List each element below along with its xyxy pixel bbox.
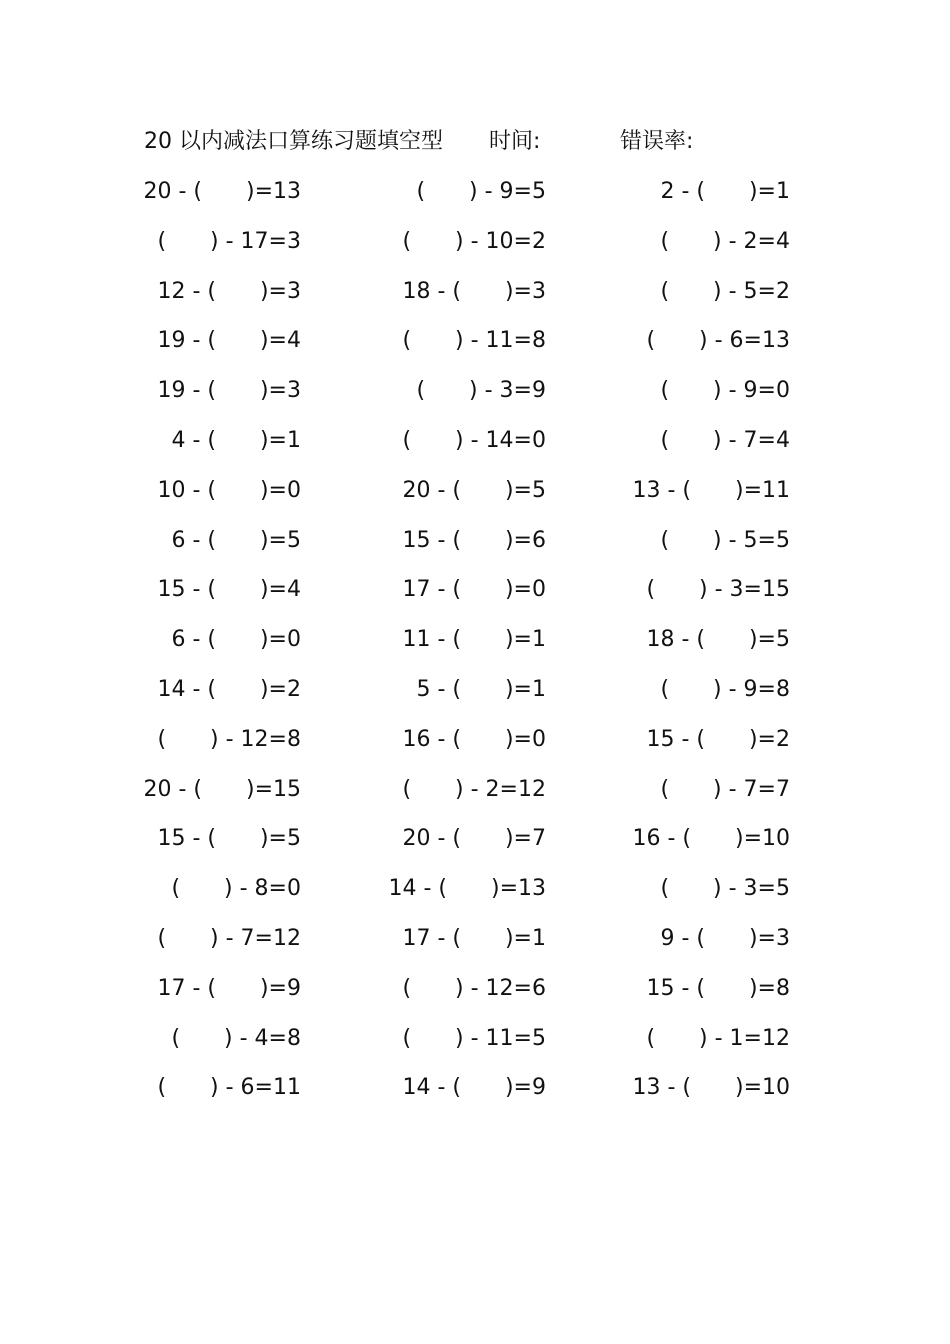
subtraction-problem: ( ) - 11=8 <box>402 328 546 354</box>
subtraction-problem: ( ) - 2=12 <box>402 776 546 802</box>
subtraction-problem: 14 - ( )=9 <box>402 1075 546 1101</box>
subtraction-problem: ( ) - 14=0 <box>402 427 546 453</box>
subtraction-problem: ( ) - 7=12 <box>157 925 301 951</box>
problem-row <box>144 620 804 670</box>
subtraction-problem: ( ) - 7=4 <box>660 427 790 453</box>
subtraction-problem: ( ) - 5=2 <box>660 278 790 304</box>
subtraction-problem: 19 - ( )=3 <box>157 378 301 404</box>
subtraction-problem: 11 - ( )=1 <box>402 627 546 653</box>
subtraction-problem: 4 - ( )=1 <box>171 427 301 453</box>
subtraction-problem: ( ) - 11=5 <box>402 1025 546 1051</box>
subtraction-problem: 15 - ( )=6 <box>402 527 546 553</box>
subtraction-problem: 14 - ( )=2 <box>157 676 301 702</box>
subtraction-problem: 17 - ( )=0 <box>402 577 546 603</box>
subtraction-problem: 10 - ( )=0 <box>157 477 301 503</box>
subtraction-problem: ( ) - 6=11 <box>157 1075 301 1101</box>
subtraction-problem: 15 - ( )=4 <box>157 577 301 603</box>
subtraction-problem: 17 - ( )=9 <box>157 975 301 1001</box>
error-rate-label: 错误率: <box>620 129 694 154</box>
problem-row <box>144 222 804 272</box>
subtraction-problem: ( ) - 6=13 <box>646 328 790 354</box>
problem-row <box>144 321 804 371</box>
problem-row <box>144 670 804 720</box>
worksheet-title: 20 以内减法口算练习题填空型 <box>144 129 443 154</box>
subtraction-problem: 20 - ( )=13 <box>143 179 301 204</box>
problem-row <box>144 770 804 820</box>
subtraction-problem: 15 - ( )=2 <box>646 726 790 752</box>
subtraction-problem: 6 - ( )=5 <box>171 527 301 553</box>
problem-row <box>144 471 804 521</box>
subtraction-problem: 13 - ( )=11 <box>632 477 790 503</box>
time-label: 时间: <box>489 129 541 154</box>
subtraction-problem: 6 - ( )=0 <box>171 627 301 653</box>
subtraction-problem: ( ) - 2=4 <box>660 228 790 254</box>
subtraction-problem: 2 - ( )=1 <box>660 179 790 204</box>
subtraction-problem: 19 - ( )=4 <box>157 328 301 354</box>
subtraction-problem: 20 - ( )=15 <box>143 776 301 802</box>
problem-grid <box>144 172 804 1118</box>
subtraction-problem: ( ) - 12=6 <box>402 975 546 1001</box>
subtraction-problem: 16 - ( )=0 <box>402 726 546 752</box>
subtraction-problem: ( ) - 9=5 <box>416 179 546 204</box>
subtraction-problem: ( ) - 7=7 <box>660 776 790 802</box>
problem-row <box>144 272 804 322</box>
problem-row <box>144 570 804 620</box>
subtraction-problem: ( ) - 17=3 <box>157 228 301 254</box>
subtraction-problem: 17 - ( )=1 <box>402 925 546 951</box>
subtraction-problem: ( ) - 4=8 <box>171 1025 301 1051</box>
problem-row <box>144 421 804 471</box>
problem-row <box>144 969 804 1019</box>
subtraction-problem: 20 - ( )=5 <box>402 477 546 503</box>
subtraction-problem: ( ) - 3=5 <box>660 876 790 902</box>
subtraction-problem: ( ) - 1=12 <box>646 1025 790 1051</box>
subtraction-problem: ( ) - 9=0 <box>660 378 790 404</box>
subtraction-problem: 15 - ( )=8 <box>646 975 790 1001</box>
problem-row <box>144 819 804 869</box>
subtraction-problem: ( ) - 10=2 <box>402 228 546 254</box>
subtraction-problem: ( ) - 3=9 <box>416 378 546 404</box>
problem-row <box>144 720 804 770</box>
problem-row <box>144 1068 804 1118</box>
problem-row <box>144 919 804 969</box>
subtraction-problem: 12 - ( )=3 <box>157 278 301 304</box>
subtraction-problem: ( ) - 12=8 <box>157 726 301 752</box>
subtraction-problem: ( ) - 9=8 <box>660 676 790 702</box>
subtraction-problem: 18 - ( )=3 <box>402 278 546 304</box>
subtraction-problem: 14 - ( )=13 <box>388 876 546 902</box>
subtraction-problem: 5 - ( )=1 <box>416 676 546 702</box>
problem-row <box>144 1019 804 1069</box>
subtraction-problem: ( ) - 8=0 <box>171 876 301 902</box>
subtraction-problem: ( ) - 5=5 <box>660 527 790 553</box>
problem-row <box>144 371 804 421</box>
problem-row <box>144 521 804 571</box>
subtraction-problem: 9 - ( )=3 <box>660 925 790 951</box>
subtraction-problem: ( ) - 3=15 <box>646 577 790 603</box>
subtraction-problem: 18 - ( )=5 <box>646 627 790 653</box>
problem-row <box>144 869 804 919</box>
subtraction-problem: 13 - ( )=10 <box>632 1075 790 1101</box>
subtraction-problem: 20 - ( )=7 <box>402 826 546 852</box>
problem-row <box>144 172 804 222</box>
subtraction-problem: 15 - ( )=5 <box>157 826 301 852</box>
subtraction-problem: 16 - ( )=10 <box>632 826 790 852</box>
